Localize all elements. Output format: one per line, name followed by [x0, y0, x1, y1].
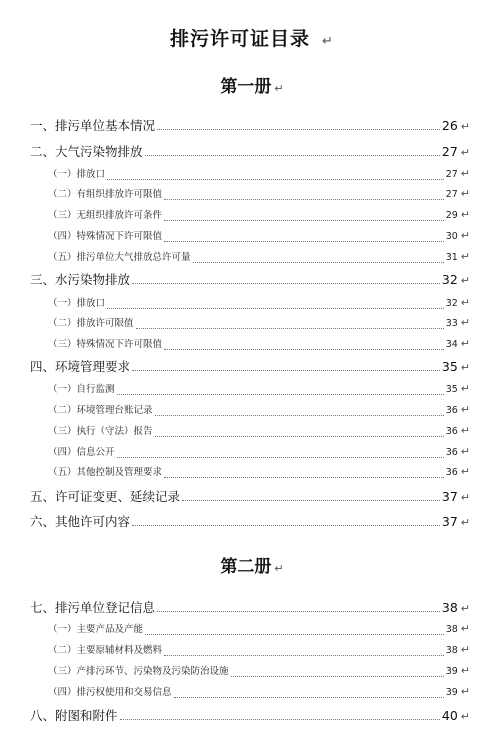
toc-page-number: 37: [441, 489, 458, 504]
toc-page-number: 39: [445, 687, 458, 698]
toc-entry: [48, 186, 470, 206]
toc-entry: [48, 423, 470, 443]
toc-page-number: 38: [441, 600, 458, 615]
toc-page-number: 27: [445, 189, 458, 200]
toc-leader-dots: [107, 308, 444, 309]
toc-leader-dots: [120, 719, 440, 720]
toc-leader-dots: [164, 199, 444, 200]
toc-entry: [48, 663, 470, 683]
toc-entry-label: （一）排放口: [48, 298, 106, 309]
toc-leader-dots: [193, 262, 444, 263]
toc-entry: [48, 228, 470, 248]
toc-leader-dots: [107, 179, 444, 180]
toc-leader-dots: [145, 155, 440, 156]
paragraph-mark-icon: ↵: [460, 167, 470, 180]
paragraph-mark-icon: ↵: [460, 516, 470, 529]
toc-leader-dots: [231, 676, 444, 677]
paragraph-mark-icon: ↵: [460, 337, 470, 350]
paragraph-mark-icon: ↵: [460, 208, 470, 221]
toc-entry-label: （一）主要产品及产能: [48, 624, 144, 635]
volume-2-label: 第二册: [220, 557, 272, 577]
toc-entry: [48, 249, 470, 269]
toc-leader-dots: [164, 349, 444, 350]
paragraph-mark-icon: ↵: [460, 250, 470, 263]
toc-entry: [48, 402, 470, 422]
toc-page-number: 27: [445, 169, 458, 180]
paragraph-mark-icon: ↵: [460, 424, 470, 437]
paragraph-mark-icon: ↵: [460, 120, 470, 133]
volume-2-heading: [0, 552, 504, 577]
toc-entry: [48, 464, 470, 484]
toc-entry-label: 四、环境管理要求: [30, 359, 131, 374]
toc-leader-dots: [164, 655, 444, 656]
toc-entry: [48, 684, 470, 704]
paragraph-mark-icon: ↵: [460, 274, 470, 287]
toc-leader-dots: [132, 370, 440, 371]
toc-leader-dots: [182, 500, 440, 501]
toc-entry: [48, 336, 470, 356]
paragraph-mark-icon: ↵: [274, 82, 284, 95]
toc-entry: [30, 357, 470, 377]
toc-leader-dots: [132, 283, 440, 284]
toc-page-number: 38: [445, 624, 458, 635]
paragraph-mark-icon: ↵: [460, 146, 470, 159]
toc-entry-label: （三）产排污环节、污染物及污染防治设施: [48, 666, 229, 677]
toc-entry-label: 五、许可证变更、延续记录: [30, 489, 181, 504]
toc-page-number: 39: [445, 666, 458, 677]
toc-entry-label: （三）执行（守法）报告: [48, 426, 153, 437]
toc-leader-dots: [164, 477, 444, 478]
toc-page-number: 31: [445, 252, 458, 263]
paragraph-mark-icon: ↵: [460, 403, 470, 416]
toc-entry-label: （四）信息公开: [48, 447, 115, 458]
toc-entry-label: （二）环境管理台账记录: [48, 405, 153, 416]
toc-entry: [48, 207, 470, 227]
toc-entry-label: 二、大气污染物排放: [30, 144, 143, 159]
toc-entry: [30, 487, 470, 507]
toc-page-number: 36: [445, 426, 458, 437]
toc-entry-label: （一）排放口: [48, 169, 106, 180]
paragraph-mark-icon: ↵: [460, 465, 470, 478]
toc-entry-label: （五）其他控制及管理要求: [48, 467, 163, 478]
toc-entry-label: （四）特殊情况下许可限值: [48, 231, 163, 242]
paragraph-mark-icon: ↵: [460, 602, 470, 615]
toc-page-number: 35: [441, 359, 458, 374]
toc-page-number: 32: [445, 298, 458, 309]
toc-leader-dots: [157, 129, 440, 130]
paragraph-mark-icon: ↵: [460, 622, 470, 635]
toc-entry: [30, 706, 470, 726]
toc-entry-label: （三）无组织排放许可条件: [48, 210, 163, 221]
paragraph-mark-icon: ↵: [460, 316, 470, 329]
toc-entry-label: （二）有组织排放许可限值: [48, 189, 163, 200]
toc-entry-label: 八、附图和附件: [30, 708, 118, 723]
toc-page-number: 40: [441, 708, 458, 723]
toc-entry-label: 一、排污单位基本情况: [30, 118, 156, 133]
toc-entry: [30, 116, 470, 136]
toc-page-number: 35: [445, 384, 458, 395]
toc-page-number: 33: [445, 318, 458, 329]
toc-entry-label: （五）排污单位大气排放总许可量: [48, 252, 191, 263]
toc-leader-dots: [132, 525, 440, 526]
volume-1-heading: [0, 72, 504, 97]
title-text: 排污许可证目录: [170, 28, 311, 50]
toc-page-number: 26: [441, 118, 458, 133]
paragraph-mark-icon: ↵: [274, 562, 284, 575]
toc-page-number: 34: [445, 339, 458, 350]
paragraph-mark-icon: ↵: [460, 229, 470, 242]
toc-page-number: 32: [441, 272, 458, 287]
toc-entry: [30, 512, 470, 532]
toc-entry: [48, 444, 470, 464]
paragraph-mark-icon: ↵: [460, 664, 470, 677]
toc-leader-dots: [155, 415, 444, 416]
toc-entry: [30, 270, 470, 290]
toc-entry: [48, 315, 470, 335]
toc-entry-label: （三）特殊情况下许可限值: [48, 339, 163, 350]
toc-entry-label: （二）主要原辅材料及燃料: [48, 645, 163, 656]
toc-entry-label: （二）排放许可限值: [48, 318, 134, 329]
paragraph-mark-icon: ↵: [460, 710, 470, 723]
toc-leader-dots: [164, 241, 444, 242]
paragraph-mark-icon: ↵: [460, 361, 470, 374]
toc-entry-label: （一）自行监测: [48, 384, 115, 395]
toc-entry-label: 三、水污染物排放: [30, 272, 131, 287]
toc-page-number: 29: [445, 210, 458, 221]
toc-entry: [48, 642, 470, 662]
toc-page-number: 37: [441, 514, 458, 529]
toc-page-number: 36: [445, 447, 458, 458]
toc-entry: [48, 295, 470, 315]
toc-leader-dots: [157, 611, 440, 612]
toc-leader-dots: [174, 697, 444, 698]
toc-entry-label: 七、排污单位登记信息: [30, 600, 156, 615]
toc-leader-dots: [145, 634, 444, 635]
toc-leader-dots: [117, 457, 444, 458]
toc-leader-dots: [117, 394, 444, 395]
toc-leader-dots: [136, 328, 444, 329]
toc-page-number: 30: [445, 231, 458, 242]
toc-entry: [30, 142, 470, 162]
toc-entry: [48, 621, 470, 641]
toc-entry: [48, 381, 470, 401]
toc-entry-label: （四）排污权使用和交易信息: [48, 687, 172, 698]
paragraph-mark-icon: ↵: [460, 187, 470, 200]
toc-leader-dots: [155, 436, 444, 437]
toc-entry: [48, 166, 470, 186]
toc-entry-label: 六、其他许可内容: [30, 514, 131, 529]
document-title: [0, 24, 504, 51]
toc-page-number: 38: [445, 645, 458, 656]
paragraph-mark-icon: ↵: [322, 34, 334, 49]
paragraph-mark-icon: ↵: [460, 491, 470, 504]
paragraph-mark-icon: ↵: [460, 445, 470, 458]
volume-1-label: 第一册: [220, 77, 272, 97]
toc-page-number: 27: [441, 144, 458, 159]
paragraph-mark-icon: ↵: [460, 382, 470, 395]
paragraph-mark-icon: ↵: [460, 685, 470, 698]
toc-leader-dots: [164, 220, 444, 221]
toc-page-number: 36: [445, 405, 458, 416]
toc-entry: [30, 598, 470, 618]
toc-page-number: 36: [445, 467, 458, 478]
paragraph-mark-icon: ↵: [460, 296, 470, 309]
paragraph-mark-icon: ↵: [460, 643, 470, 656]
